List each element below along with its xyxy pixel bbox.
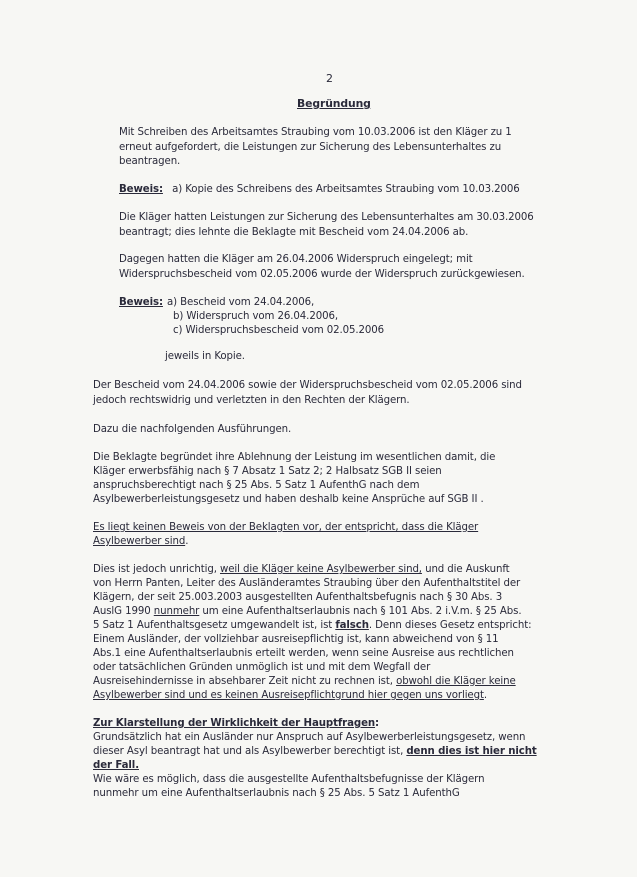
p8-line-1 <box>93 564 510 576</box>
p7-period: . <box>185 536 189 547</box>
p9-bold-underlined: denn dies ist hier nicht <box>406 746 537 757</box>
p9-line: Wie wäre es möglich, dass die ausgestellte Aufenthaltsbefugnisse der Klägern <box>93 774 485 785</box>
p8-text: AuslG 1990 <box>93 606 154 617</box>
beweis-label: Beweis: <box>119 297 163 308</box>
p4-line: jedoch rechtswidrig und verletzten in den Rechten der Klägern. <box>93 395 410 406</box>
p1-line: beantragen. <box>119 156 181 167</box>
p6-line: anspruchsberechtigt nach § 25 Abs. 5 Satz 1 AufenthG nach dem <box>93 480 420 491</box>
beweis-2-item: a) Bescheid vom 24.04.2006, <box>167 297 315 308</box>
page-number: 2 <box>326 72 333 85</box>
p6-line: Kläger erwerbsfähig nach § 7 Absatz 1 Satz 2; 2 Halbsatz SGB II seien <box>93 466 442 477</box>
p8-line-10 <box>93 690 487 702</box>
p7-underlined: Asylbewerber sind <box>93 536 186 547</box>
p9-line-2 <box>93 746 537 758</box>
section-heading-text: Zur Klarstellung der Wirklichkeit der Hauptfragen <box>93 718 376 729</box>
jeweils-line: jeweils in Kopie. <box>165 351 245 362</box>
p2-line: Die Kläger hatten Leistungen zur Sicherung des Lebensunterhaltes am 30.03.2006 <box>119 212 534 223</box>
p6-line: Asylbewerberleistungsgesetz und haben deshalb keine Ansprüche auf SGB II . <box>93 494 484 505</box>
beweis-label: Beweis: <box>119 184 163 195</box>
p8-text: um eine Aufenthaltserlaubnis nach § 101 Abs. 2 i.V.m. § 25 Abs. <box>199 606 522 617</box>
p7-line: Es liegt keinen Beweis von der Beklagten vor, der entspricht, dass die Kläger <box>93 522 479 533</box>
p8-line-5 <box>93 620 531 632</box>
section-heading <box>93 718 379 730</box>
p8-line: oder tatsächlichen Gründen unmöglich ist und mit dem Wegfall der <box>93 662 431 673</box>
p8-text: Dies ist jedoch unrichtig, <box>93 564 221 575</box>
p8-period: . <box>483 690 488 701</box>
p3-line: Dagegen hatten die Kläger am 26.04.2006 Widerspruch eingelegt; mit <box>119 254 473 265</box>
p5-line: Dazu die nachfolgenden Ausführungen. <box>93 424 292 435</box>
p8-underlined: weil die Kläger keine Asylbewerber sind, <box>220 564 422 575</box>
p1-line: Mit Schreiben des Arbeitsamtes Straubing vom 10.03.2006 ist den Kläger zu 1 <box>119 127 512 138</box>
p8-underlined: obwohl die Kläger keine <box>396 676 516 687</box>
p7-line-2 <box>93 536 188 548</box>
p8-line: Einem Ausländer, der vollziehbar ausreisepflichtig ist, kann abweichend von § 11 <box>93 634 499 645</box>
p8-line: von Herrn Panten, Leiter des Ausländeramtes Straubing über den Aufenthaltstitel der <box>93 578 521 589</box>
p9-line: Grundsätzlich hat ein Ausländer nur Anspruch auf Asylbewerberleistungsgesetz, wenn <box>93 732 526 743</box>
p8-line-9 <box>93 676 516 688</box>
p8-line: Abs.1 eine Aufenthaltserlaubnis erteilt werden, wenn seine Ausreise aus rechtlichen <box>93 648 514 659</box>
p9-text: dieser Asyl beantragt hat und als Asylbewerber berechtigt ist, <box>93 746 407 757</box>
p9-line-3: der Fall. <box>93 760 139 771</box>
p8-underlined: Asylbewerber sind und es keinen Ausreisepflichtgrund hier gegen uns vorliegt <box>93 690 484 701</box>
p8-line: Klägern, der seit 25.003.2003 ausgestellten Aufenthaltsbefugnis nach § 30 Abs. 3 <box>93 592 503 603</box>
p8-text: . Denn dieses Gesetz entspricht: <box>368 620 532 631</box>
beweis-2-item: b) Widerspruch vom 26.04.2006, <box>173 311 338 322</box>
beweis-1-item: a) Kopie des Schreibens des Arbeitsamtes Straubing vom 10.03.2006 <box>172 184 520 195</box>
beweis-1 <box>119 184 520 196</box>
p8-text: und die Auskunft <box>421 564 510 575</box>
p1-line: erneut aufgefordert, die Leistungen zur Sicherung des Lebensunterhaltes zu <box>119 142 502 153</box>
p8-line-4 <box>93 606 521 618</box>
section-heading-colon: : <box>375 718 380 729</box>
p8-text: Ausreisehindernisse in absehbarer Zeit nicht zu rechnen ist, <box>93 676 397 687</box>
p8-text: 5 Satz 1 Aufenthaltsgesetz umgewandelt ist, ist <box>93 620 336 631</box>
p8-underlined: nunmehr <box>153 606 200 617</box>
heading-begruendung: Begründung <box>297 97 371 110</box>
p3-line: Widerspruchsbescheid vom 02.05.2006 wurde der Widerspruch zurückgewiesen. <box>119 269 525 280</box>
beweis-2-item: c) Widerspruchsbescheid vom 02.05.2006 <box>173 325 385 336</box>
p9-line: nunmehr um eine Aufenthaltserlaubnis nach § 25 Abs. 5 Satz 1 AufenthG <box>93 788 460 799</box>
p4-line: Der Bescheid vom 24.04.2006 sowie der Widerspruchsbescheid vom 02.05.2006 sind <box>93 380 522 391</box>
p2-line: beantragt; dies lehnte die Beklagte mit Bescheid vom 24.04.2006 ab. <box>119 227 469 238</box>
p6-line: Die Beklagte begründet ihre Ablehnung der Leistung im wesentlichen damit, die <box>93 452 496 463</box>
p8-falsch: falsch <box>335 620 369 631</box>
